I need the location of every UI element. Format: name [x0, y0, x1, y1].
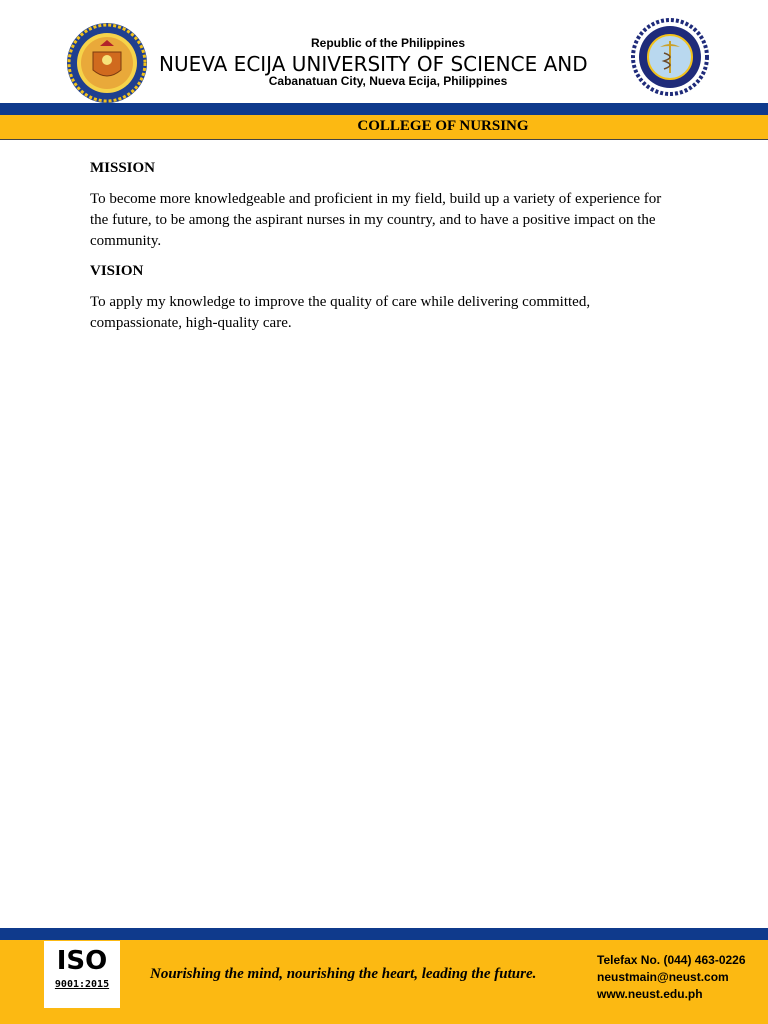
- iso-title: ISO: [56, 946, 108, 976]
- telefax-text: Telefax No. (044) 463-0226: [597, 953, 746, 967]
- republic-text: Republic of the Philippines: [310, 36, 465, 50]
- university-motto: Nourishing the mind, nourishing the heart, leading the future.: [150, 966, 537, 982]
- mission-heading: MISSION: [90, 160, 156, 176]
- iso-number: 9001:2015: [54, 979, 110, 990]
- university-name: NUEVA ECIJA UNIVERSITY OF SCIENCE AND: [159, 52, 588, 76]
- vision-heading: VISION: [90, 263, 144, 279]
- college-title: COLLEGE OF NURSING: [357, 118, 529, 134]
- email-text: neustmain@neust.com: [597, 970, 729, 984]
- vision-text: To apply my knowledge to improve the quality of care while delivering committed, compassionate, high-quality care.: [90, 294, 591, 331]
- website-text: www.neust.edu.ph: [597, 987, 703, 1001]
- mission-text: To become more knowledgeable and proficient in my field, build up a variety of experience for the future, to be among the aspirant nurses in my country, and to have a positive impact on the community.: [90, 191, 662, 249]
- header-blue-band: [0, 103, 768, 115]
- iso-badge: [44, 941, 120, 1008]
- university-seal-icon: [66, 22, 148, 104]
- college-of-nursing-seal-icon: [630, 17, 710, 97]
- university-location: Cabanatuan City, Nueva Ecija, Philippines: [268, 74, 508, 88]
- footer-blue-band: [0, 928, 768, 940]
